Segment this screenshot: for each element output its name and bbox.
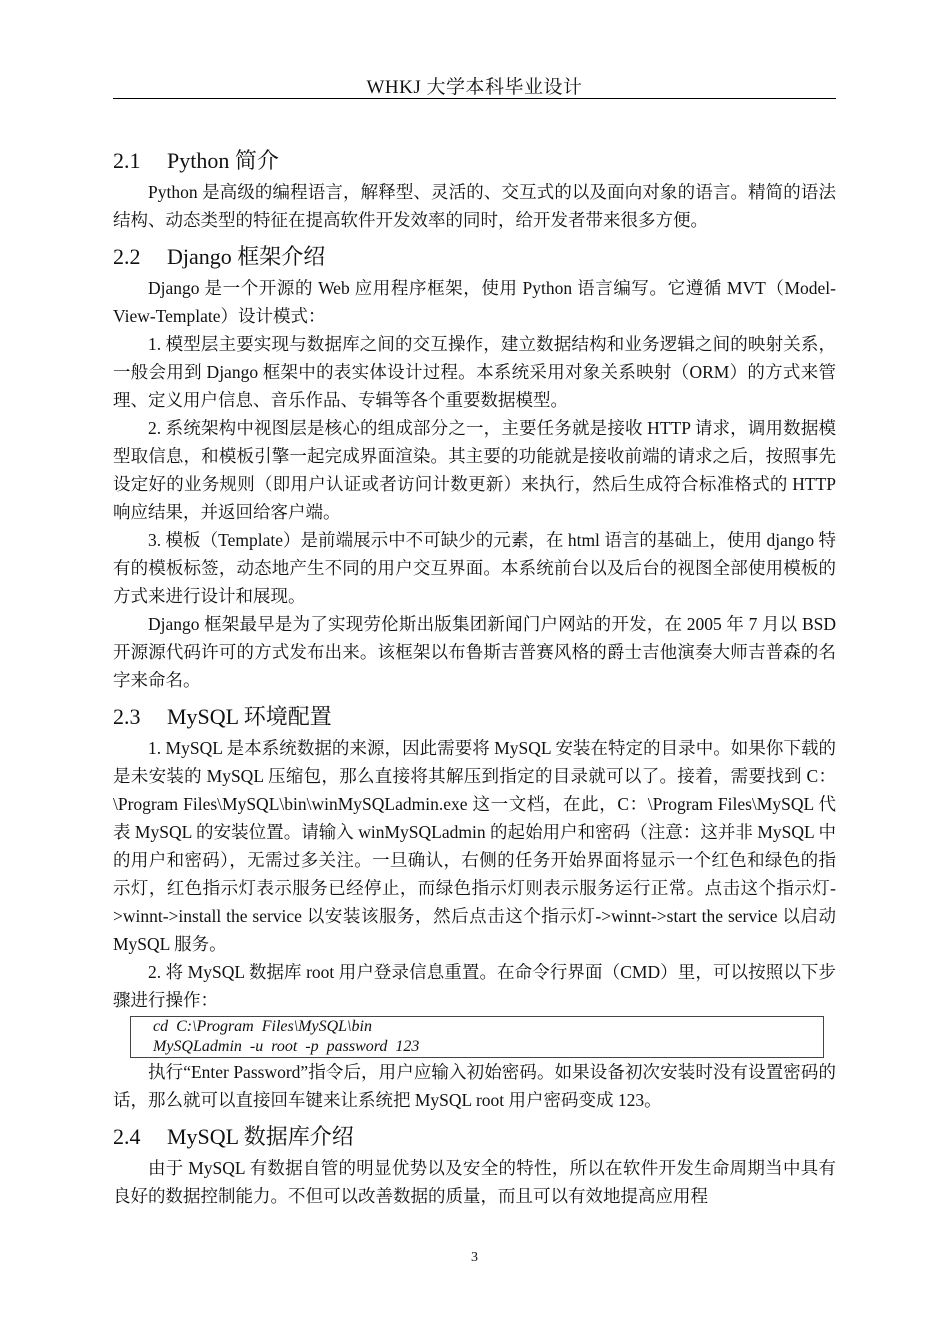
section-title: Django 框架介绍 <box>167 244 326 269</box>
paragraph: 2. 系统架构中视图层是核心的组成部分之一，主要任务就是接收 HTTP 请求，调用数据模型取信息，和模板引擎一起完成界面渲染。其主要的功能就是接收前端的请求之后，按照事先设定好的业务规则（即用户认证或者访问计数更新）来执行，然后生成符合标准格式的 HTTP 响应结果，并返回给客户端。 <box>113 418 836 522</box>
paragraph: Python 是高级的编程语言，解释型、灵活的、交互式的以及面向对象的语言。精简的语法结构、动态类型的特征在提高软件开发效率的同时，给开发者带来很多方便。 <box>113 182 836 230</box>
page-content <box>113 144 836 1210</box>
section-title: MySQL 环境配置 <box>167 704 332 729</box>
paragraph: 执行“Enter Password”指令后，用户应输入初始密码。如果设备初次安装时没有设置密码的话，那么就可以直接回车键来让系统把 MySQL root 用户密码变成 123。 <box>113 1062 836 1110</box>
section-title: Python 简介 <box>167 148 279 173</box>
section-heading-2-1 <box>113 144 836 178</box>
paragraph: 1. 模型层主要实现与数据库之间的交互操作，建立数据结构和业务逻辑之间的映射关系，一般会用到 Django 框架中的表实体设计过程。本系统采用对象关系映射（ORM）的方式来管理、定义用户信息、音乐作品、专辑等各个重要数据模型。 <box>113 334 836 410</box>
paragraph: 1. MySQL 是本系统数据的来源，因此需要将 MySQL 安装在特定的目录中。如果你下载的是未安装的 MySQL 压缩包，那么直接将其解压到指定的目录就可以了。接着，需要找到 C：\Program Files\MySQL\bin\winMySQLadmin.exe 这一文档，在此，C：\Program Files\MySQL 代表 MySQL 的安装位置。请输入 winMySQLadmin 的起始用户和密码（注意：这并非 MySQL 中的用户和密码），无需过多关注。一旦确认，右侧的任务开始界面将显示一个红色和绿色的指示灯，红色指示灯表示服务已经停止，而绿色指示灯则表示服务运行正常。点击这个指示灯->winnt->install the service 以安装该服务，然后点击这个指示灯->winnt->start the service 以启动 MySQL 服务。 <box>113 738 836 954</box>
page-number: 3 <box>471 1250 478 1265</box>
section-heading-2-2 <box>113 240 836 274</box>
section-heading-2-4 <box>113 1120 836 1154</box>
section-number: 2.2 <box>113 244 141 269</box>
code-line: MySQLadmin -u root -p password 123 <box>153 1038 420 1055</box>
paragraph: Django 是一个开源的 Web 应用程序框架，使用 Python 语言编写。它遵循 MVT（Model-View-Template）设计模式： <box>113 278 836 326</box>
paragraph: 由于 MySQL 有数据自管的明显优势以及安全的特性，所以在软件开发生命周期当中具有良好的数据控制能力。不但可以改善数据的质量，而且可以有效地提高应用程 <box>113 1158 836 1206</box>
section-number: 2.4 <box>113 1124 141 1149</box>
paragraph: 3. 模板（Template）是前端展示中不可缺少的元素，在 html 语言的基础上，使用 django 特有的模板标签，动态地产生不同的用户交互界面。本系统前台以及后台的视图全部使用模板的方式来进行设计和展现。 <box>113 530 836 606</box>
section-number: 2.3 <box>113 704 141 729</box>
code-block <box>130 1016 824 1058</box>
paragraph: 2. 将 MySQL 数据库 root 用户登录信息重置。在命令行界面（CMD）里，可以按照以下步骤进行操作： <box>113 962 836 1010</box>
code-line: cd C:\Program Files\MySQL\bin <box>153 1018 372 1035</box>
header-rule <box>113 98 836 99</box>
section-heading-2-3 <box>113 700 836 734</box>
section-number: 2.1 <box>113 148 141 173</box>
paragraph: Django 框架最早是为了实现劳伦斯出版集团新闻门户网站的开发，在 2005 年 7 月以 BSD 开源源代码许可的方式发布出来。该框架以布鲁斯吉普赛风格的爵士吉他演奏大师吉普森的名字来命名。 <box>113 614 836 690</box>
section-title: MySQL 数据库介绍 <box>167 1124 354 1149</box>
page-header-title: WHKJ 大学本科毕业设计 <box>366 77 583 98</box>
